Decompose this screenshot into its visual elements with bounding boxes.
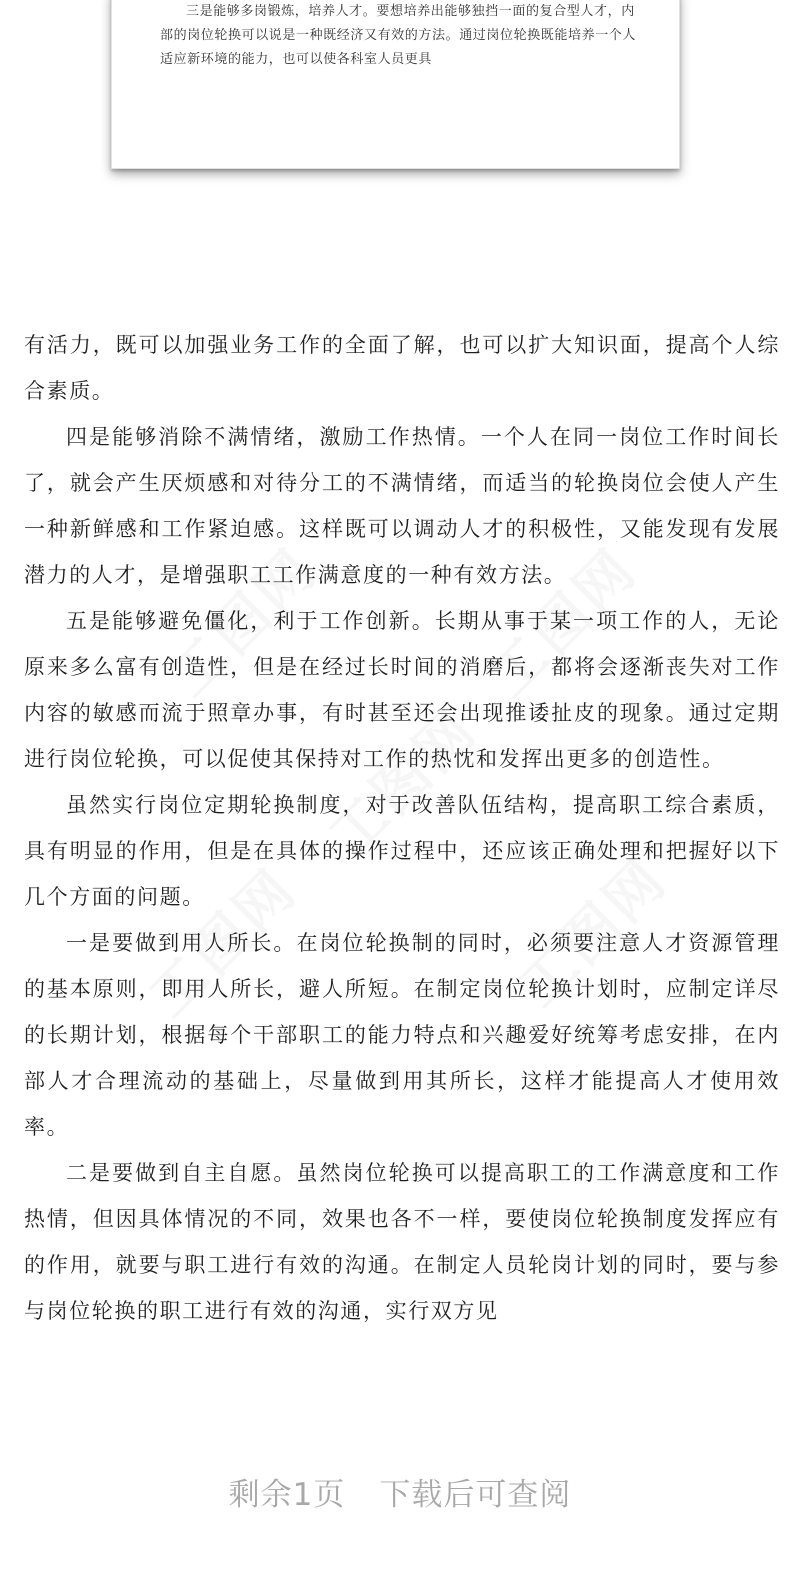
body-paragraph: 有活力，既可以加强业务工作的全面了解，也可以扩大知识面，提高个人综合素质。 bbox=[24, 333, 780, 403]
body-paragraph: 二是要做到自主自愿。虽然岗位轮换可以提高职工的工作满意度和工作热情，但因具体情况的不同，效果也各不一样，要使岗位轮换制度发挥应有的作用，就要与职工进行有效的沟通。在制定人员轮岗计划的同时，要与参与岗位轮换的职工进行有效的沟通，实行双方见 bbox=[24, 1161, 780, 1323]
body-paragraph: 五是能够避免僵化，利于工作创新。长期从事于某一项工作的人，无论原来多么富有创造性，但是在经过长时间的消磨后，都将会逐渐丧失对工作内容的敏感而流于照章办事，有时甚至还会出现推诿扯皮的现象。通过定期进行岗位轮换，可以促使其保持对工作的热忱和发挥出更多的创造性。 bbox=[24, 609, 780, 771]
body-paragraph: 虽然实行岗位定期轮换制度，对于改善队伍结构，提高职工综合素质，具有明显的作用，但是在具体的操作过程中，还应该正确处理和把握好以下几个方面的问题。 bbox=[24, 793, 780, 909]
preview-page-card bbox=[111, 0, 680, 169]
remaining-pages-label: 剩余1页 bbox=[228, 1476, 346, 1513]
preview-text-block bbox=[160, 0, 644, 72]
document-body bbox=[24, 322, 780, 1334]
remaining-pages-notice[interactable] bbox=[0, 1466, 800, 1516]
preview-paragraph: 三是能够多岗锻炼，培养人才。要想培养出能够独挡一面的复合型人才，内部的岗位轮换可以说是一种既经济又有效的方法。通过岗位轮换既能培养一个人适应新环境的能力，也可以使各科室人员更具 bbox=[160, 4, 637, 67]
body-paragraph: 一是要做到用人所长。在岗位轮换制的同时，必须要注意人才资源管理的基本原则，即用人所长，避人所短。在制定岗位轮换计划时，应制定详尽的长期计划，根据每个干部职工的能力特点和兴趣爱好统筹考虑安排，在内部人才合理流动的基础上，尽量做到用其所长，这样才能提高人才使用效率。 bbox=[24, 931, 780, 1139]
download-hint-label: 下载后可查阅 bbox=[379, 1476, 572, 1513]
body-paragraph: 四是能够消除不满情绪，激励工作热情。一个人在同一岗位工作时间长了，就会产生厌烦感和对待分工的不满情绪，而适当的轮换岗位会使人产生一种新鲜感和工作紧迫感。这样既可以调动人才的积极性，又能发现有发展潜力的人才，是增强职工工作满意度的一种有效方法。 bbox=[24, 425, 780, 587]
